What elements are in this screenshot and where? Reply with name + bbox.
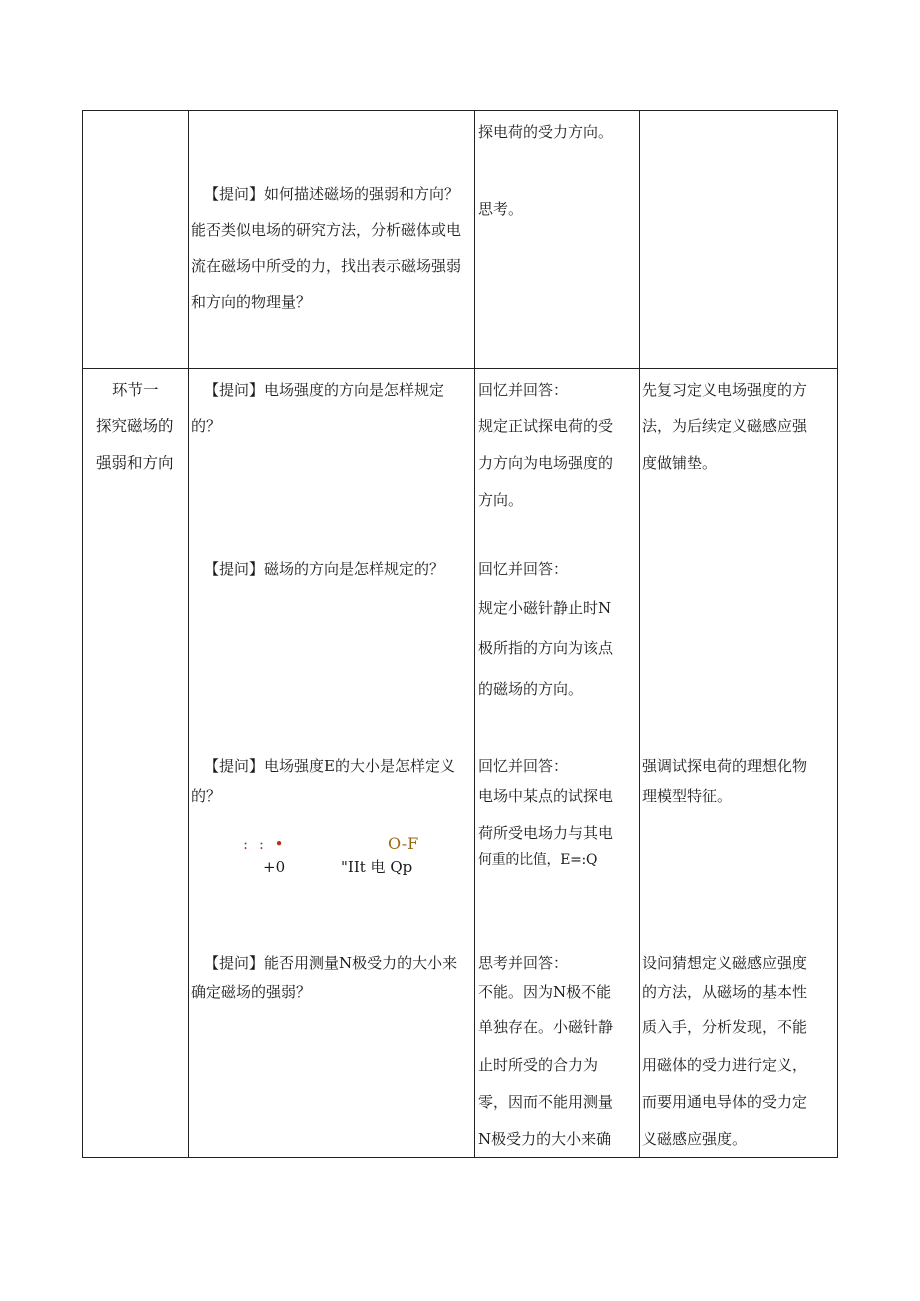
answer-line: 的磁场的方向。 — [478, 680, 584, 698]
question-line: 确定磁场的强弱？ — [191, 983, 312, 1001]
question-line: 【提问】磁场的方向是怎样规定的？ — [204, 560, 445, 578]
section-title-line: 环节一 — [112, 381, 159, 399]
table-bottom-border — [82, 1157, 838, 1158]
answer-line: 零，因而不能用测量 — [478, 1093, 614, 1111]
question-line: 【提问】如何描述磁场的强弱和方向？ — [204, 185, 460, 203]
section-title-line: 强弱和方向 — [96, 454, 174, 472]
formula-plus-zero: +0 — [263, 858, 286, 876]
design-intent-line: 而要用通电导体的受力定 — [642, 1093, 808, 1111]
answer-line: 何重的比值，E=:Q — [478, 852, 598, 868]
design-intent-line: 法，为后续定义磁感应强 — [642, 417, 808, 435]
answer-line: 规定小磁针静止时N — [478, 599, 612, 617]
table-left-border — [82, 110, 83, 1158]
answer-line: 回忆并回答： — [478, 560, 569, 578]
design-intent-line: 的方法，从磁场的基本性 — [642, 983, 808, 1001]
answer-line: 不能。因为N极不能 — [478, 983, 612, 1001]
col3-continued-text: 探电荷的受力方向。 — [478, 123, 614, 141]
answer-line: N极受力的大小来确 — [478, 1130, 612, 1148]
column-divider-2 — [474, 110, 475, 1158]
section-title-line: 探究磁场的 — [96, 417, 174, 435]
student-activity-think: 思考。 — [478, 200, 524, 218]
answer-line: 回忆并回答： — [478, 381, 569, 399]
question-line: 【提问】电场强度E的大小是怎样定义 — [204, 757, 455, 775]
question-line: 【提问】能否用测量N极受力的大小来 — [204, 954, 458, 972]
answer-line: 思考并回答： — [478, 954, 569, 972]
answer-line: 单独存在。小磁针静 — [478, 1018, 614, 1036]
answer-line: 规定正试探电荷的受 — [478, 417, 614, 435]
design-intent-line: 义磁感应强度。 — [642, 1130, 748, 1148]
question-line: 的？ — [191, 787, 222, 805]
answer-line: 止时所受的合力为 — [478, 1056, 599, 1074]
design-intent-line: 度做铺垫。 — [642, 454, 718, 472]
column-divider-1 — [188, 110, 189, 1158]
design-intent-line: 质入手，分析发现，不能 — [642, 1018, 808, 1036]
question-line: 能否类似电场的研究方法，分析磁体或电 — [191, 221, 462, 239]
answer-line: 力方向为电场强度的 — [478, 454, 614, 472]
design-intent-line: 强调试探电荷的理想化物 — [642, 757, 808, 775]
question-line: 和方向的物理量？ — [191, 293, 312, 311]
formula-tail: "IIt 电 Qp — [341, 858, 413, 876]
question-line: 流在磁场中所受的力，找出表示磁场强弱 — [191, 257, 462, 275]
table-right-border — [837, 110, 838, 1158]
question-line: 【提问】电场强度的方向是怎样规定 — [204, 381, 445, 399]
answer-line: 极所指的方向为该点 — [478, 639, 614, 657]
design-intent-line: 理模型特征。 — [642, 787, 733, 805]
column-divider-3 — [639, 110, 640, 1158]
row-divider — [82, 368, 838, 369]
design-intent-line: 先复习定义电场强度的方 — [642, 381, 808, 399]
formula-dots: : : • — [243, 835, 287, 853]
answer-line: 荷所受电场力与其电 — [478, 824, 614, 842]
answer-line: 方向。 — [478, 491, 524, 509]
design-intent-line: 设问猜想定义磁感应强度 — [642, 954, 808, 972]
answer-line: 回忆并回答： — [478, 757, 569, 775]
question-line: 的？ — [191, 417, 222, 435]
answer-line: 电场中某点的试探电 — [478, 787, 614, 805]
formula-o-f: O-F — [388, 834, 419, 853]
table-top-border — [82, 110, 838, 111]
design-intent-line: 用磁体的受力进行定义， — [642, 1056, 808, 1074]
